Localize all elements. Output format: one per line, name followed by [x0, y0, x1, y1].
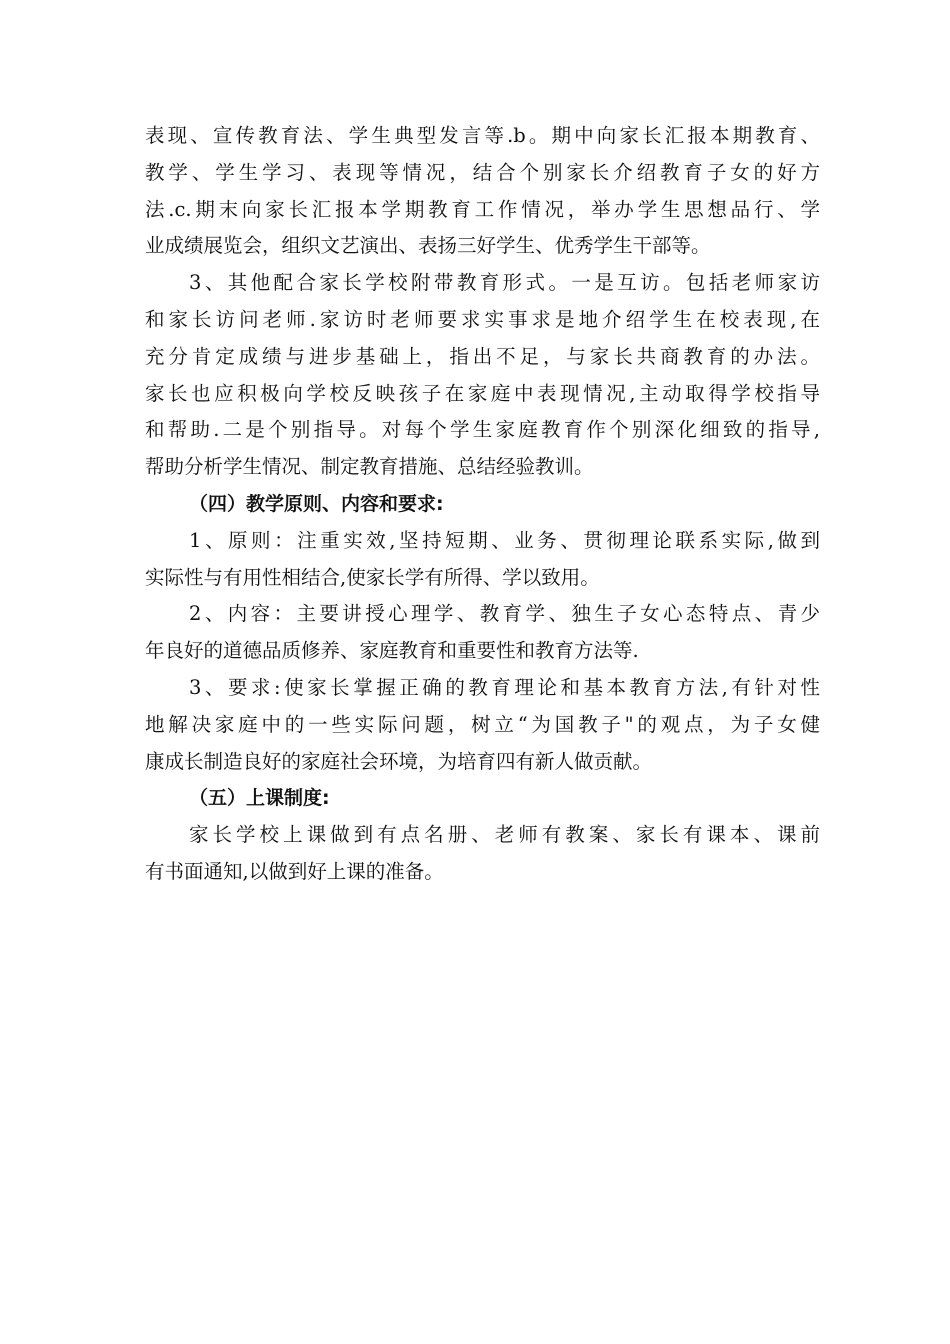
- text-line: 家长学校上课做到有点名册、老师有教案、家长有课本、课前: [189, 823, 820, 847]
- text-line: 地解决家庭中的一些实际问题，树立“为国教子"的观点，为子女健: [145, 712, 820, 736]
- text-line: 教学、学生学习、表现等情况，结合个别家长介绍教育子女的好方: [145, 160, 820, 184]
- text-line: 法.c.期末向家长汇报本学期教育工作情况，举办学生思想品行、学: [145, 197, 820, 221]
- text-line: 1、原则：注重实效,坚持短期、业务、贯彻理论联系实际,做到: [189, 528, 820, 552]
- text-line: 和家长访问老师.家访时老师要求实事求是地介绍学生在校表现,在: [145, 307, 820, 331]
- paragraph-class-system: [145, 817, 820, 891]
- section-heading-five: （五）上课制度:: [189, 787, 330, 810]
- paragraph-content: [145, 596, 820, 670]
- text-line: 表现、宣传教育法、学生典型发言等.b。期中向家长汇报本期教育、: [145, 124, 820, 147]
- text-line: 帮助分析学生情况、制定教育措施、总结经验教训。: [145, 455, 594, 479]
- section-three-continuation: [145, 118, 820, 265]
- section-heading-four: （四）教学原则、内容和要求:: [189, 492, 444, 515]
- text-line: 3、要求:使家长掌握正确的教育理论和基本教育方法,有针对性: [189, 675, 820, 699]
- text-line: 2、内容：主要讲授心理学、教育学、独生子女心态特点、青少: [189, 602, 820, 626]
- paragraph-principle: [145, 523, 820, 597]
- text-line: 实际性与有用性相结合,使家长学有所得、学以致用。: [145, 565, 600, 589]
- document-body: [145, 118, 820, 891]
- paragraph-requirement: [145, 670, 820, 780]
- text-line: 年良好的道德品质修养、家庭教育和重要性和教育方法等.: [145, 639, 639, 663]
- text-line: 康成长制造良好的家庭社会环境，为培育四有新人做贡献。: [145, 749, 653, 773]
- text-line: 有书面通知,以做到好上课的准备。: [145, 859, 444, 883]
- text-line: 和帮助.二是个别指导。对每个学生家庭教育作个别深化细致的指导,: [145, 418, 820, 442]
- text-line: 业成绩展览会，组织文艺演出、表扬三好学生、优秀学生干部等。: [145, 234, 711, 258]
- text-line: 家长也应积极向学校反映孩子在家庭中表现情况,主动取得学校指导: [145, 381, 820, 405]
- paragraph-other-forms: [145, 265, 820, 486]
- text-line: 3、其他配合家长学校附带教育形式。一是互访。包括老师家访: [189, 271, 820, 295]
- text-line: 充分肯定成绩与进步基础上，指出不足，与家长共商教育的办法。: [145, 344, 820, 368]
